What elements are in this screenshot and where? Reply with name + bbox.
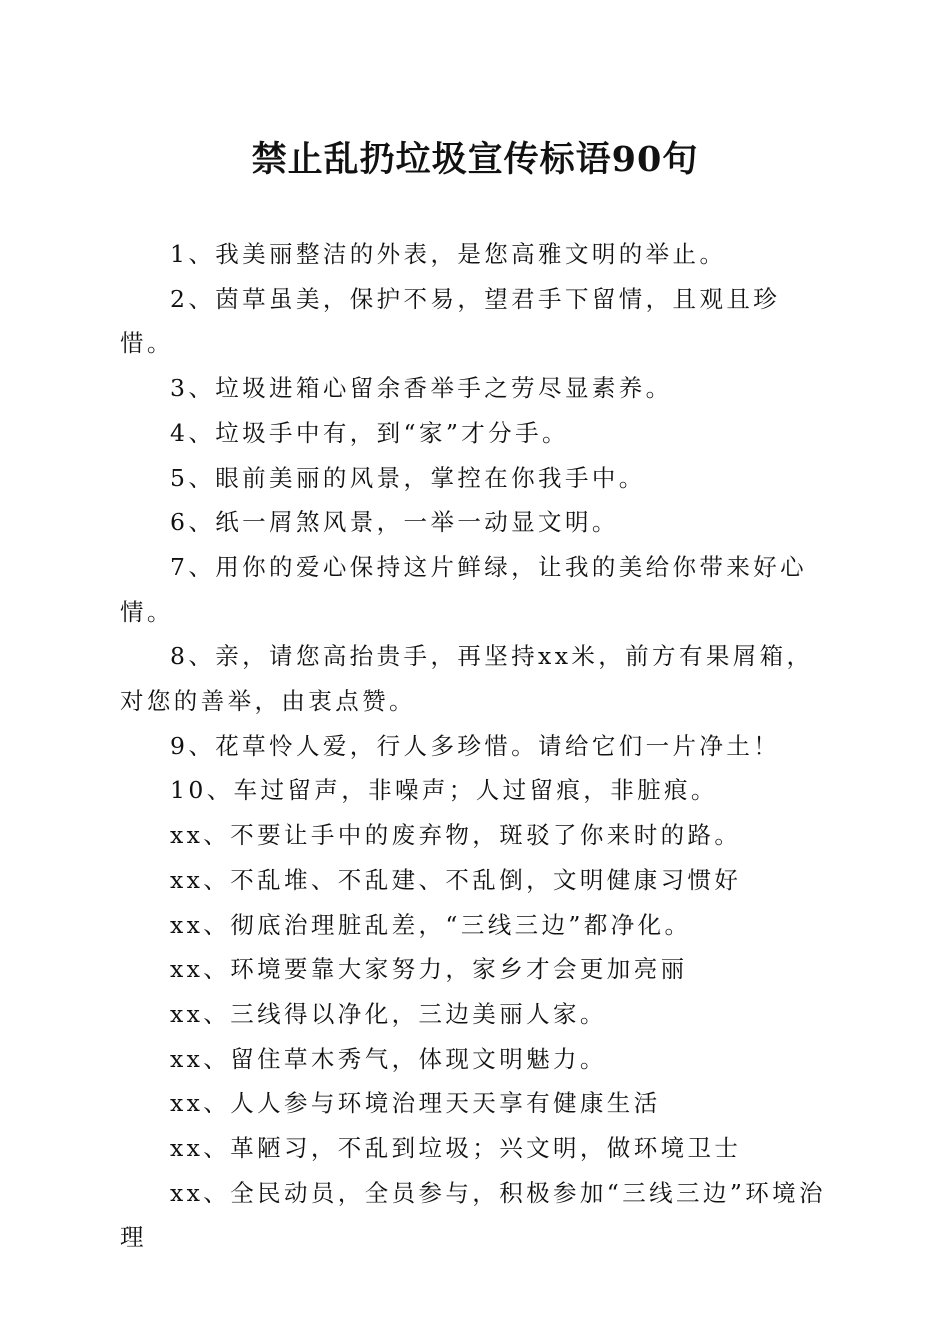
- slogan-item: xx、三线得以净化，三边美丽人家。: [170, 999, 607, 1028]
- slogan-item: 5、眼前美丽的风景，掌控在你我手中。: [170, 463, 646, 492]
- slogan-item: 6、纸一屑煞风景，一举一动显文明。: [170, 508, 619, 537]
- slogan-item: xx、全民动员，全员参与，积极参加“三线三边”环境治理: [120, 1178, 826, 1252]
- slogan-item: 10、车过留声，非噪声；人过留痕，非脏痕。: [170, 776, 718, 805]
- slogan-item: xx、革陋习，不乱到垃圾；兴文明，做环境卫士: [170, 1134, 742, 1163]
- slogan-item: 8、亲，请您高抬贵手，再坚持xx米，前方有果屑箱，对您的善举，由衷点赞。: [120, 642, 814, 716]
- slogan-list: [120, 232, 830, 1260]
- slogan-item: 3、垃圾进箱心留余香举手之劳尽显素养。: [170, 374, 673, 403]
- slogan-item: xx、不乱堆、不乱建、不乱倒，文明健康习惯好: [170, 865, 742, 894]
- slogan-item: xx、人人参与环境治理天天享有健康生活: [170, 1089, 661, 1118]
- slogan-item: 1、我美丽整洁的外表，是您高雅文明的举止。: [170, 240, 727, 268]
- slogan-item: xx、环境要靠大家努力，家乡才会更加亮丽: [170, 955, 688, 984]
- slogan-item: 7、用你的爱心保持这片鲜绿，让我的美给你带来好心情。: [120, 552, 808, 626]
- slogan-item: xx、留住草木秀气，体现文明魅力。: [170, 1044, 607, 1073]
- slogan-item: xx、不要让手中的废弃物，斑驳了你来时的路。: [170, 821, 742, 850]
- slogan-item: xx、彻底治理脏乱差，“三线三边”都净化。: [170, 910, 692, 939]
- slogan-item: 4、垃圾手中有，到“家”才分手。: [170, 418, 569, 447]
- slogan-item: 9、花草怜人爱，行人多珍惜。请给它们一片净土！: [170, 731, 781, 760]
- slogan-item: 2、茵草虽美，保护不易，望君手下留情，且观且珍惜。: [120, 284, 781, 358]
- document-title: 禁止乱扔垃圾宣传标语90句: [251, 139, 699, 180]
